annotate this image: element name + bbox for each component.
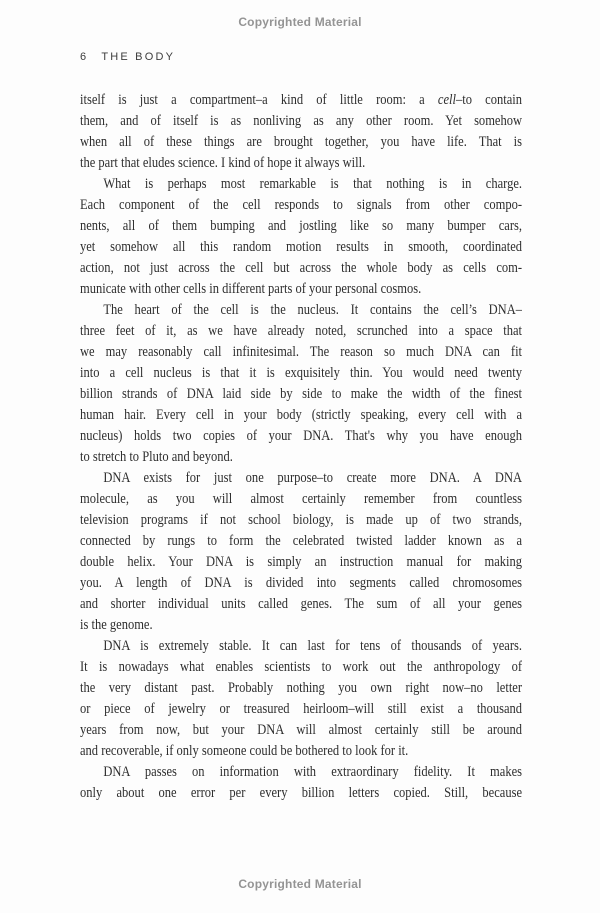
text-line: to stretch to Pluto and beyond.	[80, 449, 233, 465]
paragraph	[80, 762, 522, 804]
text-line: DNA passes on information with extraordinary fidelity. It makes	[103, 764, 523, 780]
text-line: only about one error per every billion letters copied. Still, because	[80, 785, 523, 801]
text-line: three feet of it, as we have already noted, scrunched into a space that	[80, 323, 523, 339]
text-line: nucleus) holds two copies of your DNA. That's why you have enough	[80, 428, 523, 444]
book-title: THE BODY	[101, 51, 176, 63]
text-line: DNA is extremely stable. It can last for tens of thousands of years.	[103, 638, 523, 654]
text-line: billion strands of DNA laid side by side to make the width of the finest	[80, 386, 523, 402]
text-line: What is perhaps most remarkable is that nothing is in charge.	[103, 176, 523, 192]
paragraph	[80, 636, 522, 762]
copyright-notice-top: Copyrighted Material	[238, 15, 362, 29]
page-body-text	[80, 90, 522, 804]
page-number: 6	[80, 51, 89, 63]
text-line: yet somehow all this random motion results in smooth, coordinated	[80, 239, 523, 255]
text-line: when all of these things are brought together, you have life. That is	[80, 134, 523, 150]
text-line: connected by rungs to form the celebrated twisted ladder known as a	[80, 533, 523, 549]
text-line: action, not just across the cell but across the whole body as cells com-	[80, 260, 523, 276]
text-line: human hair. Every cell in your body (strictly speaking, every cell with a	[80, 407, 523, 423]
text-line: double helix. Your DNA is simply an instruction manual for making	[80, 554, 523, 570]
text-line: years from now, but your DNA will almost certainly still be around	[80, 722, 523, 738]
text-line: municate with other cells in different parts of your personal cosmos.	[80, 281, 422, 297]
paragraph	[80, 174, 522, 300]
text-line: itself is just a compartment–a kind of little room: a cell–to contain	[80, 92, 523, 108]
text-line: into a cell nucleus is that it is exquisitely thin. You would need twenty	[80, 365, 523, 381]
text-line: we may reasonably call infinitesimal. The reason so much DNA can fit	[80, 344, 523, 360]
text-line: Each component of the cell responds to signals from other compo-	[80, 197, 523, 213]
running-header	[80, 51, 175, 63]
text-line: nents, all of them bumping and jostling like so many bumper cars,	[80, 218, 523, 234]
paragraph	[80, 300, 522, 468]
paragraph	[80, 90, 522, 174]
text-line: them, and of itself is as nonliving as any other room. Yet somehow	[80, 113, 523, 129]
text-line: you. A length of DNA is divided into segments called chromosomes	[80, 575, 523, 591]
text-line: the very distant past. Probably nothing you own right now–no letter	[80, 680, 523, 696]
text-line: the part that eludes science. I kind of hope it always will.	[80, 155, 366, 171]
text-line: DNA exists for just one purpose–to create more DNA. A DNA	[103, 470, 523, 486]
text-line: television programs if not school biology, is made up of two strands,	[80, 512, 523, 528]
text-line: or piece of jewelry or treasured heirloom–will still exist a thousand	[80, 701, 523, 717]
text-line: molecule, as you will almost certainly remember from countless	[80, 491, 523, 507]
text-line: and recoverable, if only someone could be bothered to look for it.	[80, 743, 409, 759]
text-line: is the genome.	[80, 617, 153, 633]
text-line: and shorter individual units called genes. The sum of all your genes	[80, 596, 523, 612]
paragraph	[80, 468, 522, 636]
text-line: It is nowadays what enables scientists to work out the anthropology of	[80, 659, 523, 675]
text-line: The heart of the cell is the nucleus. It contains the cell’s DNA–	[103, 302, 523, 318]
copyright-notice-bottom: Copyrighted Material	[238, 877, 362, 891]
